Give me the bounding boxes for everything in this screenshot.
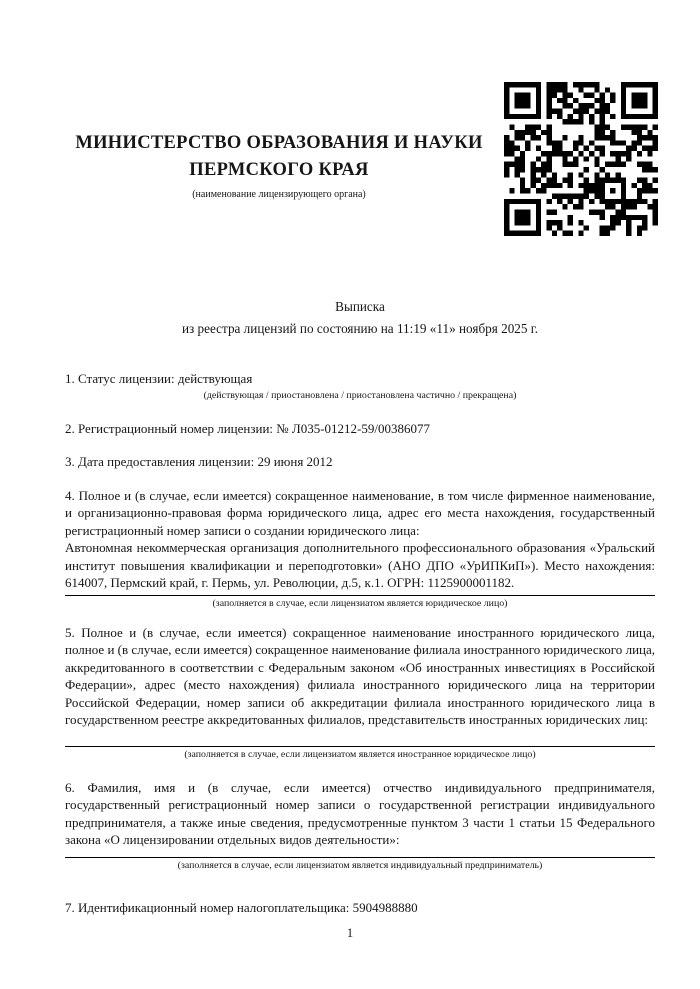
licensing-authority-header bbox=[40, 130, 518, 201]
document-title-line1: Выписка bbox=[335, 299, 385, 314]
document-title bbox=[65, 296, 655, 340]
item-foreign-entity-note: (заполняется в случае, если лицензиатом является иностранное юридическое лицо) bbox=[184, 748, 536, 760]
fill-line-foreign-entity bbox=[65, 746, 655, 747]
item-individual-entrepreneur-note: (заполняется в случае, если лицензиатом является индивидуальный предприниматель) bbox=[177, 859, 543, 871]
item-grant-date: 3. Дата предоставления лицензии: 29 июня 2012 bbox=[65, 454, 333, 469]
item-registration-number: 2. Регистрационный номер лицензии: № Л035-01212-59/00386077 bbox=[65, 420, 431, 436]
item-license-status: 1. Статус лицензии: действующая bbox=[65, 371, 253, 386]
fill-line-legal-entity bbox=[65, 595, 655, 596]
ministry-caption: (наименование лицензирующего органа) bbox=[192, 189, 366, 200]
item-legal-entity-value: Автономная некоммерческая организация дополнительного профессионального образования «Уральский институт повышения квалификации и переподготовки» (АНО ДПО «УрИПКиП»). Место нахождения: 614007, Пермский край, г. Пермь, ул. Революции, д.5, к.1. ОГРН: 1125900001182. bbox=[65, 540, 655, 590]
ministry-name-line1: МИНИСТЕРСТВО ОБРАЗОВАНИЯ И НАУКИ bbox=[75, 133, 483, 153]
item-legal-entity-note: (заполняется в случае, если лицензиатом является юридическое лицо) bbox=[212, 597, 508, 609]
item-taxpayer-id: 7. Идентификационный номер налогоплательщика: 5904988880 bbox=[65, 899, 418, 915]
item-legal-entity-label: 4. Полное и (в случае, если имеется) сокращенное наименование, в том числе фирменное наименование, и организационно-правовая форма юридического лица, адрес его места нахождения, государственный регистрационный номер записи о создании юридического лица: bbox=[65, 487, 655, 538]
document-body bbox=[65, 296, 655, 916]
item-foreign-entity-label: 5. Полное и (в случае, если имеется) сокращенное наименование иностранного юридического лица, полное и (в случае, если имеется) сокращенное наименование филиала иностранного юридического лица, аккредитованного в соответствии с Федеральным законом «Об иностранных инвестициях в Российской Федерации», адрес (место нахождения) филиала иностранного юридического лица на территории Российской Федерации, номер записи об аккредитации филиала иностранного юридического лица в государственном реестре аккредитованных филиалов, представительств иностранных юридических лиц: bbox=[65, 624, 655, 727]
qr-code bbox=[504, 82, 658, 236]
item-license-status-note: (действующая / приостановлена / приостановлена частично / прекращена) bbox=[203, 389, 517, 401]
item-individual-entrepreneur-label: 6. Фамилия, имя и (в случае, если имеется) отчество индивидуального предпринимателя, государственный регистрационный номер записи о государственной регистрации индивидуального предпринимателя, а также иные сведения, предусмотренные пунктом 3 части 1 статьи 15 Федерального закона «О лицензировании отдельных видов деятельности»: bbox=[65, 779, 655, 847]
ministry-name-line2: ПЕРМСКОГО КРАЯ bbox=[189, 160, 369, 180]
fill-line-individual-entrepreneur bbox=[65, 857, 655, 858]
page-number: 1 bbox=[346, 926, 354, 940]
document-title-line2: из реестра лицензий по состоянию на 11:19 «11» ноября 2025 г. bbox=[181, 321, 539, 336]
